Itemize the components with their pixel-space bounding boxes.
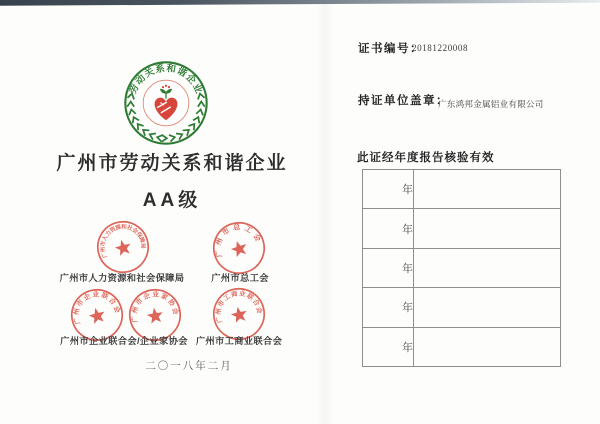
seal-star-icon [87, 306, 106, 325]
verification-cell [414, 209, 561, 248]
seal-label-trade-unions: 广州市总工会 [211, 273, 269, 283]
seal-star-icon [229, 239, 249, 258]
svg-text:广州市企业家协会: 广州市企业家协会 [131, 291, 179, 323]
svg-text:广州市总工会: 广州市总工会 [212, 222, 265, 258]
annual-verification-title: 此证经年度报告核验有效 [357, 152, 495, 164]
verification-cell [414, 327, 561, 366]
certificate-title: 广州市劳动关系和谐企业 [56, 153, 288, 174]
holder-stamp-label: 持证单位盖章： [358, 95, 449, 107]
logo-arc-text: 劳动关系和谐企业 [127, 62, 205, 96]
svg-text:广州市工商业联合会: 广州市工商业联合会 [215, 290, 263, 324]
verification-cell [414, 288, 561, 327]
annual-verification-table [362, 169, 561, 367]
table-row [363, 209, 561, 248]
seal-label-human-resources: 广州市人力资源和社会保障局 [59, 273, 185, 283]
verification-cell [414, 248, 561, 287]
year-cell: 年 [363, 248, 414, 287]
right-page [330, 0, 600, 424]
year-cell: 年 [363, 170, 414, 209]
certificate-grade: AA级 [142, 190, 202, 211]
holder-company-name: 广东鸿邦金属铝业有限公司 [438, 99, 544, 109]
seal-star-icon [230, 305, 249, 323]
table-row [363, 327, 561, 366]
svg-text:广州市人力资源和社会保障局: 广州市人力资源和社会保障局 [100, 224, 146, 259]
verification-cell [414, 170, 561, 209]
seal-star-icon [113, 238, 132, 257]
seal-label-enterprise-confederation: 广州市企业联合会/企业家协会 [60, 336, 188, 346]
certificate-number-label: 证书编号： [358, 43, 423, 55]
year-cell: 年 [363, 327, 414, 366]
harmony-enterprise-logo [123, 60, 209, 146]
year-cell: 年 [363, 288, 414, 327]
seal-star-icon [146, 307, 164, 324]
svg-text:广州市企业联合会: 广州市企业联合会 [73, 291, 121, 325]
year-cell: 年 [363, 209, 414, 248]
table-row [363, 288, 561, 327]
seal-label-industry-commerce: 广州市工商业联合会 [195, 336, 283, 346]
certificate-number-value: 20181220008 [412, 43, 469, 53]
table-row [363, 248, 561, 287]
issue-date: 二〇一八年二月 [145, 360, 233, 372]
table-row [363, 170, 561, 209]
